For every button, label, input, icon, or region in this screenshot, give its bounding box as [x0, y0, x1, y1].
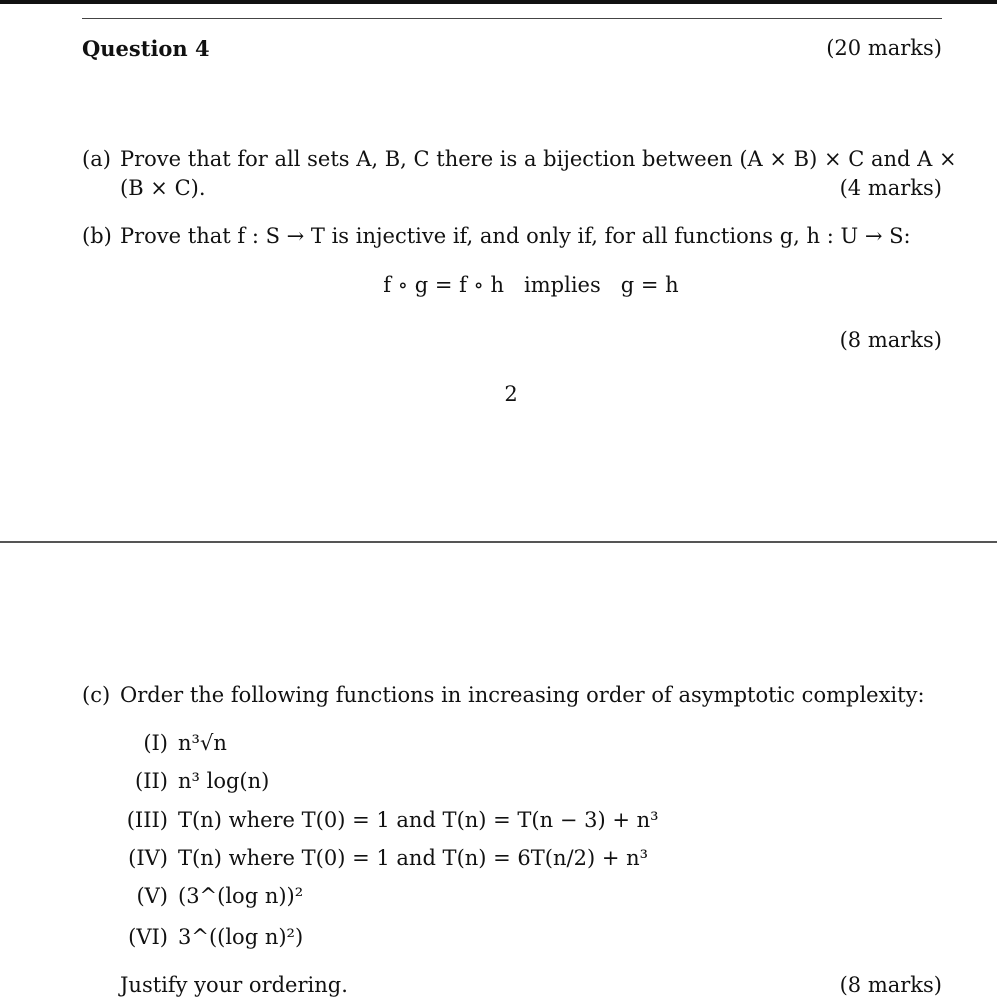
list-item-number: (II)	[135, 769, 168, 793]
part-a-line1: Prove that for all sets A, B, C there is a bijection between (A × B) × C and A ×	[120, 147, 957, 171]
question-marks: (20 marks)	[826, 36, 942, 60]
list-item-text: n³ log(n)	[178, 769, 270, 793]
part-a-marks: (4 marks)	[839, 176, 942, 200]
part-c-label: (c)	[82, 683, 111, 707]
question-title: Question 4	[82, 36, 210, 61]
part-c-intro: Order the following functions in increasing order of asymptotic complexity:	[120, 683, 925, 707]
list-item-text: 3^((log n)²)	[178, 925, 304, 949]
list-item-number: (III)	[126, 808, 168, 832]
part-c-marks: (8 marks)	[839, 973, 942, 997]
page-separator	[0, 541, 997, 543]
part-a-label: (a)	[82, 147, 111, 171]
list-item-text: (3^(log n))²	[178, 884, 304, 908]
list-item-number: (VI)	[128, 925, 168, 949]
page-number: 2	[504, 382, 518, 406]
part-a-line2: (B × C).	[120, 176, 206, 200]
list-item-text: T(n) where T(0) = 1 and T(n) = 6T(n/2) + n³	[178, 846, 649, 870]
top-border	[0, 0, 997, 4]
part-b-line1: Prove that f : S → T is injective if, and only if, for all functions g, h : U → S:	[120, 224, 911, 248]
list-item-number: (IV)	[128, 846, 168, 870]
part-c-justify: Justify your ordering.	[120, 973, 348, 997]
part-b-equation: f ∘ g = f ∘ h implies g = h	[383, 273, 679, 297]
part-b-marks: (8 marks)	[839, 328, 942, 352]
part-b-label: (b)	[82, 224, 112, 248]
list-item-number: (I)	[143, 731, 168, 755]
list-item-text: n³√n	[178, 731, 227, 755]
list-item-number: (V)	[136, 884, 168, 908]
list-item-text: T(n) where T(0) = 1 and T(n) = T(n − 3) + n³	[178, 808, 659, 832]
header-rule	[82, 18, 942, 19]
